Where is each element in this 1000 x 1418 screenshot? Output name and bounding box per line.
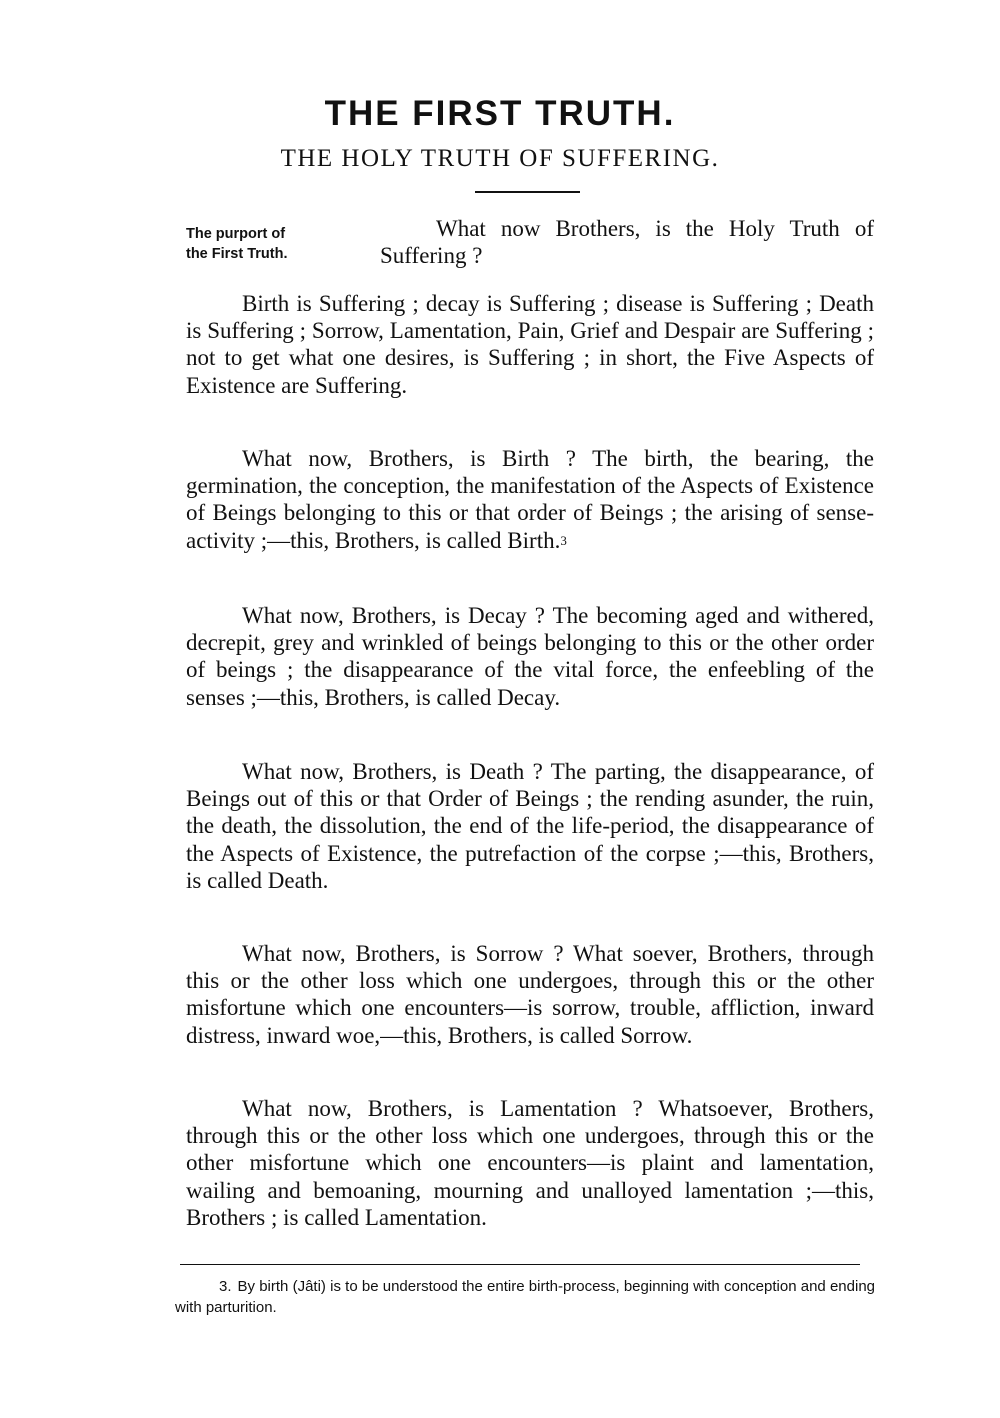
paragraph-text: What now, Brothers, is Sorrow ? What soever, Brothers, through this or the other loss which one undergoes, through this or the other misfortune which one encounters—is sorrow, trouble, affliction, inward distress, inward woe,—this, Brothers, is called Sorrow. <box>186 941 874 1048</box>
paragraph-decay <box>186 602 874 711</box>
paragraph-text: What now, Brothers, is Decay ? The becoming aged and withered, decrepit, grey and wrinkled of beings belonging to this or the other order of beings ; the disappearance of the vital force, the enfeebling of the senses ;—this, Brothers, is called Decay. <box>186 603 874 710</box>
paragraph-text: What now, Brothers, is Birth ? The birth, the bearing, the germination, the conception, the manifestation of the Aspects of Existence of Beings belonging to this or that order of Beings ; the arising of sense-activity ;—this, Brothers, is called Birth. <box>186 446 874 553</box>
footnote <box>175 1276 875 1318</box>
paragraph-birth <box>186 445 874 554</box>
paragraph-suffering <box>186 290 874 399</box>
paragraph-lamentation <box>186 1095 874 1231</box>
paragraph-text: What now, Brothers, is Lamentation ? Whatsoever, Brothers, through this or the other loss which one undergoes, through this or the other misfortune which one encounters—is plaint and lamentation, wailing and bemoaning, mourning and unalloyed lamentation ;—this, Brothers ; is called Lamentation. <box>186 1096 874 1230</box>
title-divider <box>475 191 580 193</box>
paragraph-sorrow <box>186 940 874 1049</box>
lead-paragraph: What now Brothers, is the Holy Truth of Suffering ? <box>380 216 874 268</box>
paragraph-text: What now, Brothers, is Death ? The parting, the disappearance, of Beings out of this or that Order of Beings ; the rending asunder, the ruin, the death, the dissolution, the end of the life-period, the disappearance of the Aspects of Existence, the putrefaction of the corpse ;—this, Brothers, is called Death. <box>186 759 874 893</box>
page-title: THE FIRST TRUTH. <box>324 94 676 133</box>
paragraph-text: Birth is Suffering ; decay is Suffering ; disease is Suffering ; Death is Suffering ; Sorrow, Lamentation, Pain, Grief and Despair are Suffering ; not to get what one desires, is Suffering ; in short, the Five Aspects of Existence are Suffering. <box>186 291 874 398</box>
footnote-reference: 3 <box>560 532 567 548</box>
footnote-divider <box>180 1264 860 1265</box>
footnote-text: By birth (Jâti) is to be understood the entire birth-process, beginning with conception and ending with parturition. <box>175 1278 875 1316</box>
footnote-number: 3. <box>219 1278 232 1295</box>
page-subtitle: THE HOLY TRUTH OF SUFFERING. <box>280 145 720 172</box>
margin-note: The purport of the First Truth. <box>186 226 288 262</box>
paragraph-death <box>186 758 874 894</box>
